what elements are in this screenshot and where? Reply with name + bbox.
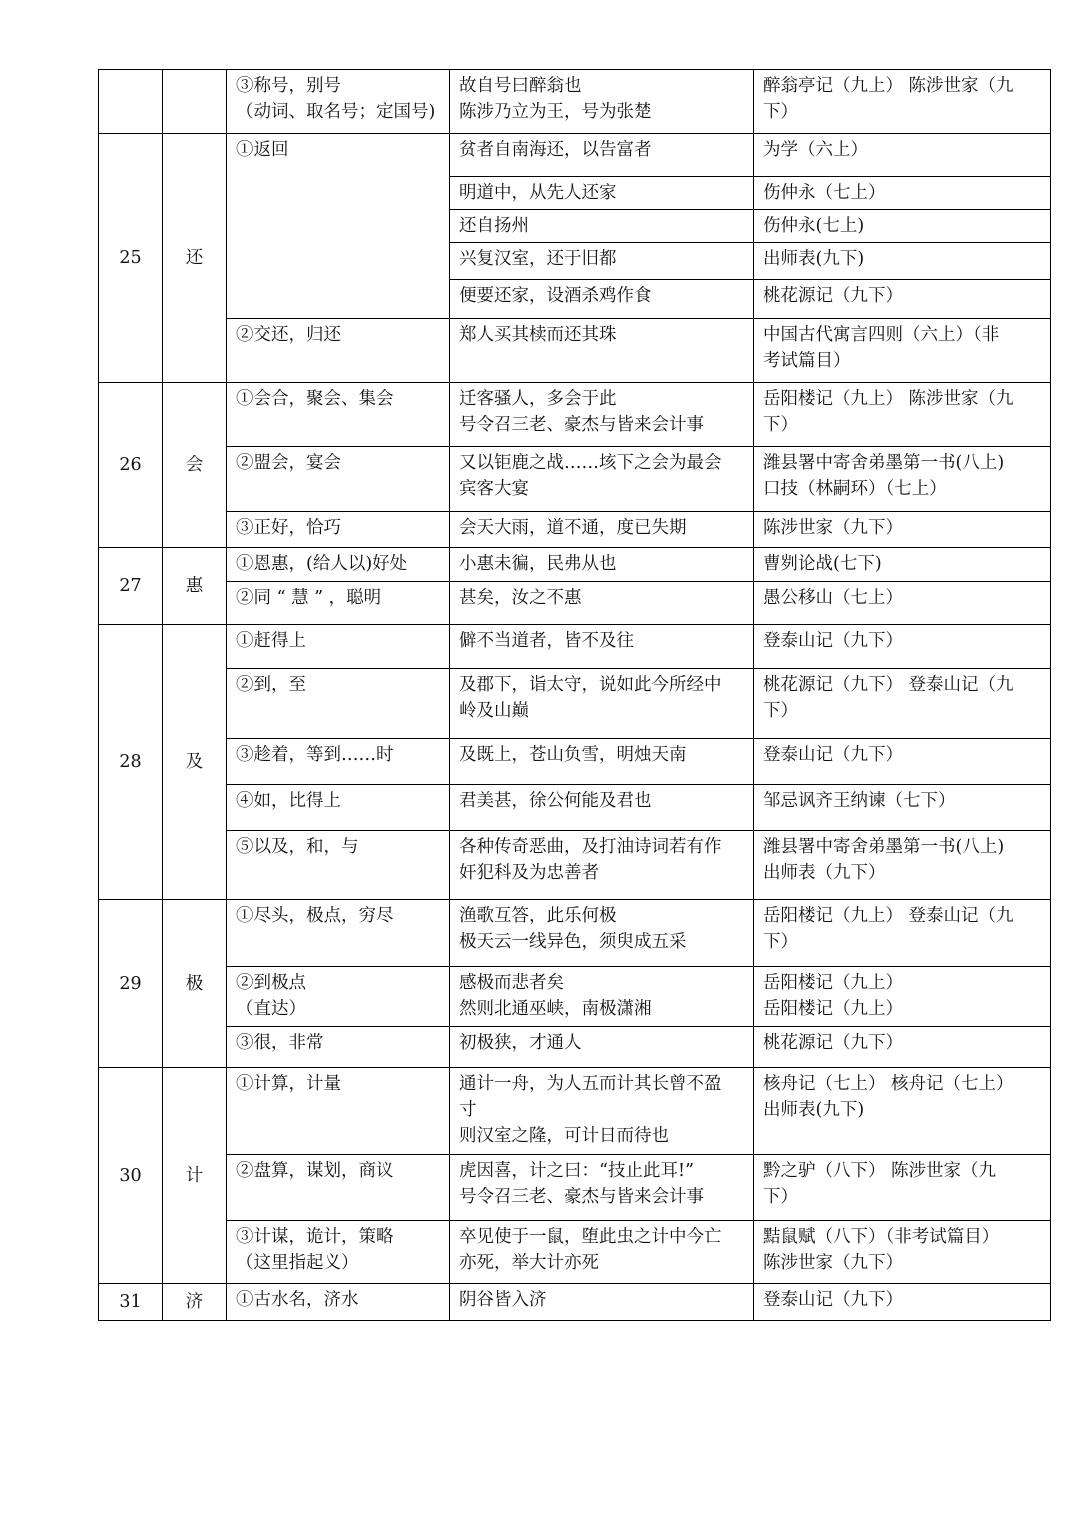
example-cell (450, 900, 754, 967)
meaning-line: ①返回 (236, 140, 289, 160)
entry-character: 济 (163, 1284, 227, 1321)
source-line: 黠鼠赋（八下）（非考试篇目） (763, 1227, 1000, 1247)
example-cell (450, 625, 754, 669)
source-line: 口技（林嗣环）（七上） (763, 479, 947, 499)
source-line: 岳阳楼记（九上） (763, 973, 903, 993)
example-line: 便要还家，设酒杀鸡作食 (459, 286, 652, 306)
source-line: 考试篇目） (763, 351, 851, 371)
example-line: 甚矣，汝之不惠 (459, 588, 582, 608)
example-line: 郑人买其椟而还其珠 (459, 325, 617, 345)
source-cell (754, 319, 1051, 383)
entry-character: 及 (163, 625, 227, 900)
example-line: 君美甚，徐公何能及君也 (459, 791, 652, 811)
example-line: 阴谷皆入济 (459, 1290, 547, 1310)
table-row (99, 319, 1051, 383)
source-line: 陈涉世家（九下） (763, 1253, 903, 1273)
entry-character: 会 (163, 383, 227, 548)
source-line: 陈涉世家（九下） (763, 518, 903, 538)
meaning-line: ①会合，聚会、集会 (236, 389, 394, 409)
example-line: 故自号曰醉翁也 (459, 76, 582, 96)
source-line: 曹刿论战(七下) (763, 554, 882, 574)
example-cell (450, 831, 754, 900)
source-line: 登泰山记（九下） (763, 745, 903, 765)
meaning-line: ③很，非常 (236, 1033, 324, 1053)
table-row (99, 739, 1051, 785)
meaning-line: （这里指起义） (236, 1253, 359, 1273)
meaning-line: ②盟会，宴会 (236, 453, 341, 473)
meaning-line: ⑤以及，和，与 (236, 837, 359, 857)
source-cell (754, 625, 1051, 669)
source-line: 出师表(九下) (763, 249, 865, 269)
source-line: 醉翁亭记（九上） 陈涉世家（九 (763, 76, 1014, 96)
source-cell (754, 210, 1051, 243)
table-row (99, 383, 1051, 447)
example-cell (450, 1155, 754, 1221)
meaning-cell (227, 1068, 450, 1155)
source-line: 桃花源记（九下） 登泰山记（九 (763, 675, 1014, 695)
source-line: 潍县署中寄舍弟墨第一书(八上) (763, 837, 1005, 857)
example-line: 虎因喜，计之曰：“技止此耳!” (459, 1161, 694, 1181)
example-cell (450, 1284, 754, 1321)
example-line: 宾客大宴 (459, 479, 529, 499)
meaning-cell (227, 70, 450, 134)
source-line: 出师表（九下） (763, 863, 886, 883)
source-line: 出师表(九下) (763, 1100, 865, 1120)
source-line: 桃花源记（九下） (763, 1033, 903, 1053)
example-cell (450, 243, 754, 280)
source-line: 下） (763, 1187, 798, 1207)
source-cell (754, 177, 1051, 210)
example-line: 初极狭，才通人 (459, 1033, 582, 1053)
table-row (99, 70, 1051, 134)
entry-number: 30 (99, 1068, 163, 1284)
meaning-cell (227, 512, 450, 548)
example-line: 明道中，从先人还家 (459, 183, 617, 203)
meaning-line: ①赶得上 (236, 631, 306, 651)
source-line: 潍县署中寄舍弟墨第一书(八上) (763, 453, 1005, 473)
example-line: 奸犯科及为忠善者 (459, 863, 599, 883)
meaning-cell (227, 669, 450, 739)
example-line: 然则北通巫峡，南极潇湘 (459, 999, 652, 1019)
entry-number: 25 (99, 134, 163, 383)
table-row (99, 134, 1051, 177)
example-line: 小惠未徧，民弗从也 (459, 554, 617, 574)
source-cell (754, 785, 1051, 831)
example-line: 迁客骚人，多会于此 (459, 389, 617, 409)
source-cell (754, 831, 1051, 900)
entry-number: 27 (99, 548, 163, 625)
source-cell (754, 1284, 1051, 1321)
source-cell (754, 447, 1051, 512)
source-line: 登泰山记（九下） (763, 631, 903, 651)
meaning-line: ②盘算，谋划，商议 (236, 1161, 394, 1181)
example-line: 贫者自南海还，以告富者 (459, 140, 652, 160)
table-row (99, 1068, 1051, 1155)
meaning-cell (227, 582, 450, 625)
example-cell (450, 739, 754, 785)
source-cell (754, 548, 1051, 582)
table-row (99, 625, 1051, 669)
meaning-line: ③称号，别号 (236, 76, 341, 96)
meaning-line: （直达） (236, 999, 306, 1019)
table-row (99, 669, 1051, 739)
example-cell (450, 1027, 754, 1068)
example-line: 还自扬州 (459, 216, 529, 236)
table-row (99, 1221, 1051, 1284)
source-cell (754, 739, 1051, 785)
example-line: 感极而悲者矣 (459, 973, 564, 993)
meaning-cell (227, 1221, 450, 1284)
source-cell (754, 280, 1051, 319)
source-line: 下） (763, 701, 798, 721)
entry-number: 31 (99, 1284, 163, 1321)
meaning-line: ④如，比得上 (236, 791, 341, 811)
source-cell (754, 383, 1051, 447)
example-cell (450, 383, 754, 447)
table-row (99, 447, 1051, 512)
meaning-cell (227, 900, 450, 967)
example-cell (450, 280, 754, 319)
table-row (99, 548, 1051, 582)
example-cell (450, 548, 754, 582)
meaning-line: ③趁着，等到……时 (236, 745, 394, 765)
table-row (99, 1027, 1051, 1068)
table-row (99, 1284, 1051, 1321)
example-cell (450, 319, 754, 383)
entry-character: 计 (163, 1068, 227, 1284)
meaning-cell (227, 319, 450, 383)
source-line: 岳阳楼记（九上） (763, 999, 903, 1019)
source-line: 邹忌讽齐王纳谏（七下） (763, 791, 956, 811)
source-cell (754, 1027, 1051, 1068)
example-line: 通计一舟，为人五而计其长曾不盈 (459, 1074, 722, 1094)
example-line: 极天云一线异色，须臾成五采 (459, 932, 687, 952)
entry-number: 26 (99, 383, 163, 548)
source-cell (754, 1068, 1051, 1155)
source-line: 桃花源记（九下） (763, 286, 903, 306)
example-cell (450, 134, 754, 177)
meaning-cell (227, 967, 450, 1027)
example-line: 僻不当道者，皆不及往 (459, 631, 634, 651)
example-line: 亦死，举大计亦死 (459, 1253, 599, 1273)
entry-number: 29 (99, 900, 163, 1068)
source-line: 下） (763, 102, 798, 122)
example-line: 陈涉乃立为王，号为张楚 (459, 102, 652, 122)
meaning-cell (227, 625, 450, 669)
source-line: 岳阳楼记（九上） 陈涉世家（九 (763, 389, 1014, 409)
source-line: 登泰山记（九下） (763, 1290, 903, 1310)
example-line: 岭及山巅 (459, 701, 529, 721)
example-cell (450, 512, 754, 548)
example-cell (450, 669, 754, 739)
meaning-cell (227, 1284, 450, 1321)
meaning-line: ②到，至 (236, 675, 306, 695)
source-line: 下） (763, 415, 798, 435)
example-line: 会天大雨，道不通，度已失期 (459, 518, 687, 538)
source-cell (754, 1221, 1051, 1284)
table-row (99, 582, 1051, 625)
source-line: 核舟记（七上） 核舟记（七上） (763, 1074, 1014, 1094)
source-line: 为学（六上） (763, 140, 868, 160)
source-cell (754, 512, 1051, 548)
example-cell (450, 785, 754, 831)
entry-character: 惠 (163, 548, 227, 625)
example-line: 及既上，苍山负雪，明烛天南 (459, 745, 687, 765)
example-cell (450, 210, 754, 243)
source-cell (754, 1155, 1051, 1221)
example-line: 则汉室之隆，可计日而待也 (459, 1126, 669, 1146)
meaning-line: ②交还，归还 (236, 325, 341, 345)
entry-character: 极 (163, 900, 227, 1068)
example-line: 兴复汉室，还于旧都 (459, 249, 617, 269)
meaning-cell (227, 383, 450, 447)
entry-character (163, 70, 227, 134)
example-cell (450, 1221, 754, 1284)
source-cell (754, 243, 1051, 280)
table-row (99, 785, 1051, 831)
meaning-line: ①尽头，极点，穷尽 (236, 906, 394, 926)
entry-number: 28 (99, 625, 163, 900)
meaning-cell (227, 134, 450, 319)
meaning-line: ③计谋，诡计，策略 (236, 1227, 394, 1247)
meaning-cell (227, 1155, 450, 1221)
example-cell (450, 177, 754, 210)
meaning-cell (227, 447, 450, 512)
source-line: 伤仲永（七上） (763, 183, 886, 203)
source-cell (754, 70, 1051, 134)
vocabulary-table (98, 69, 1051, 1321)
example-line: 寸 (459, 1100, 477, 1120)
example-line: 卒见使于一鼠，堕此虫之计中今亡 (459, 1227, 722, 1247)
example-line: 渔歌互答，此乐何极 (459, 906, 617, 926)
meaning-cell (227, 1027, 450, 1068)
meaning-cell (227, 548, 450, 582)
example-cell (450, 70, 754, 134)
table-row (99, 1155, 1051, 1221)
source-line: 下） (763, 932, 798, 952)
entry-character: 还 (163, 134, 227, 383)
table-row (99, 512, 1051, 548)
example-cell (450, 582, 754, 625)
entry-number (99, 70, 163, 134)
source-cell (754, 669, 1051, 739)
example-line: 又以钜鹿之战……垓下之会为最会 (459, 453, 722, 473)
source-cell (754, 967, 1051, 1027)
example-line: 及郡下，诣太守，说如此今所经中 (459, 675, 722, 695)
source-cell (754, 582, 1051, 625)
meaning-line: （动词、取名号；定国号) (236, 102, 436, 122)
meaning-line: ②到极点 (236, 973, 306, 993)
meaning-line: ②同 “ 慧 ” ，聪明 (236, 588, 382, 608)
example-line: 各种传奇恶曲，及打油诗词若有作 (459, 837, 722, 857)
example-cell (450, 1068, 754, 1155)
meaning-cell (227, 831, 450, 900)
meaning-line: ③正好，恰巧 (236, 518, 341, 538)
source-line: 黔之驴（八下） 陈涉世家（九 (763, 1161, 997, 1181)
meaning-line: ①古水名，济水 (236, 1290, 359, 1310)
source-line: 愚公移山（七上） (763, 588, 903, 608)
source-cell (754, 134, 1051, 177)
table-row (99, 831, 1051, 900)
meaning-cell (227, 739, 450, 785)
meaning-line: ①计算，计量 (236, 1074, 341, 1094)
source-cell (754, 900, 1051, 967)
source-line: 岳阳楼记（九上） 登泰山记（九 (763, 906, 1014, 926)
example-cell (450, 967, 754, 1027)
table-row (99, 900, 1051, 967)
source-line: 中国古代寓言四则（六上）（非 (763, 325, 1000, 345)
example-line: 号令召三老、豪杰与皆来会计事 (459, 415, 704, 435)
example-cell (450, 447, 754, 512)
example-line: 号令召三老、豪杰与皆来会计事 (459, 1187, 704, 1207)
meaning-line: ①恩惠，(给人以)好处 (236, 554, 408, 574)
source-line: 伤仲永(七上) (763, 216, 865, 236)
meaning-cell (227, 785, 450, 831)
table-row (99, 967, 1051, 1027)
